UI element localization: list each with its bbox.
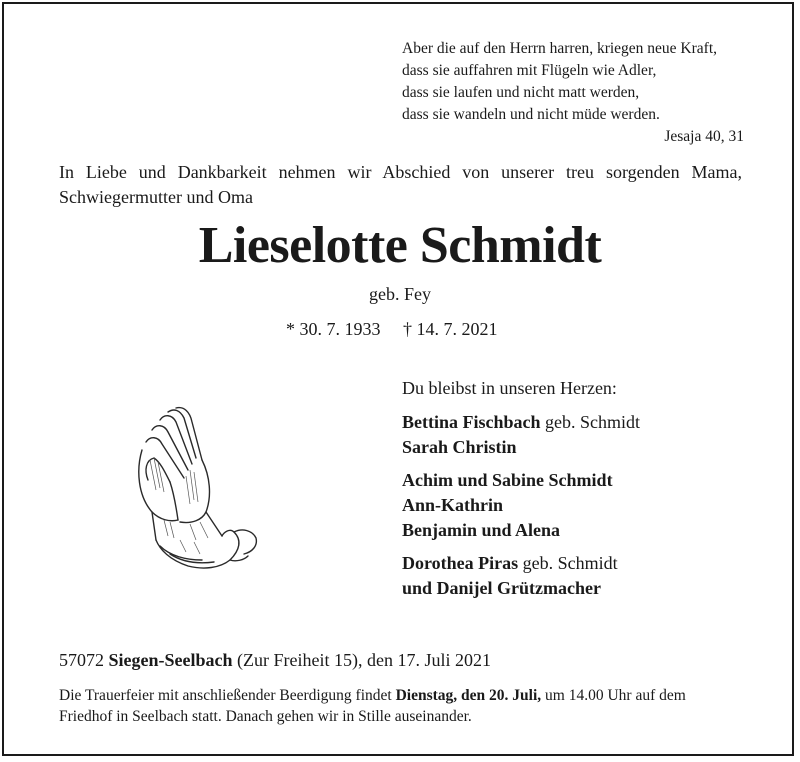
death-date: † 14. 7. 2021 [403,319,498,339]
birth-date: * 30. 7. 1933 [286,319,381,339]
funeral-date: Dienstag, den 20. Juli, [395,687,542,704]
mourners-heading: Du bleibst in unseren Herzen: [402,378,617,398]
mourner-name: Benjamin und Alena [402,520,561,540]
deceased-name: Lieselotte Schmidt [198,217,602,274]
verse-line: dass sie laufen und nicht matt werden, [402,84,640,101]
mourner-name: Achim und Sabine Schmidt [402,470,613,490]
mourner-group [402,468,762,543]
mourner-name: Dorothea Piras [402,553,519,573]
life-dates [286,318,546,340]
mourner-name: Sarah Christin [402,437,517,457]
mourner-group [402,551,762,601]
mourner-born-name: geb. Schmidt [540,412,641,432]
funeral-notice [59,685,742,727]
mourner-name: und Danijel Grützmacher [402,578,601,598]
mourner-born-name: geb. Schmidt [518,553,618,573]
verse-reference: Jesaja 40, 31 [664,128,744,145]
verse-line: dass sie wandeln und nicht müde werden. [402,106,660,123]
city: Siegen-Seelbach [108,650,233,670]
place-and-date [59,649,742,671]
mourner-name: Ann-Kathrin [402,495,504,515]
bible-verse [402,38,744,148]
funeral-text: um 14.00 Uhr auf dem Friedhof in Seelbach statt. Danach gehen wir in Stille auseinander. [59,687,686,725]
verse-line: dass sie auffahren mit Flügeln wie Adler, [402,62,657,79]
verse-line: Aber die auf den Herrn harren, kriegen neue Kraft, [402,40,718,57]
mourner-name: Bettina Fischbach [402,412,541,432]
born-name: geb. Fey [369,284,431,304]
address-and-date: (Zur Freiheit 15), den 17. Juli 2021 [232,650,491,670]
praying-hands-icon [130,400,290,580]
mourners-list [402,376,762,609]
zip-code: 57072 [59,650,109,670]
funeral-text: Die Trauerfeier mit anschließender Beerdigung findet [59,687,396,704]
mourner-group [402,410,762,460]
intro-text: In Liebe und Dankbarkeit nehmen wir Abschied von unserer treu sorgenden Mama, Schwiegermutter und Oma [59,162,742,207]
